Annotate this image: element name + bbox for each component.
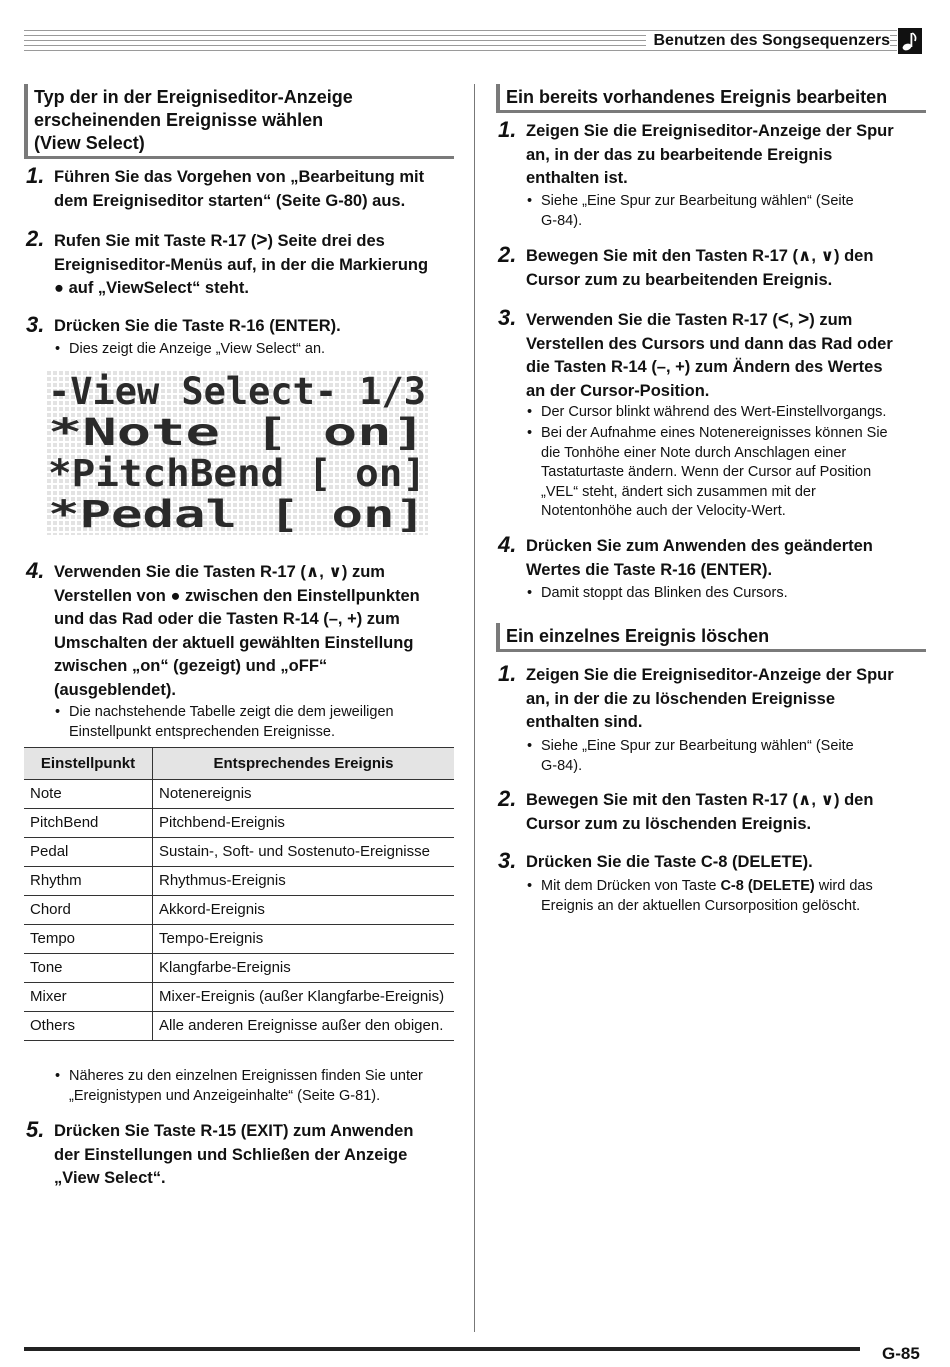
table-header-row [24, 748, 454, 780]
header-title: Benutzen des Songsequenzers [646, 32, 891, 50]
step-text: auf „ViewSelect“ steht. [68, 279, 249, 297]
note-bullet: • Damit stoppt das Blinken des Cursors. [541, 584, 926, 604]
table-row [24, 809, 454, 838]
step-text: , [811, 791, 817, 809]
step-text: die Tasten R-14 (–, +) zum Ändern des Wertes [526, 358, 883, 376]
step-text: Drücken Sie die Taste R-16 (ENTER). [54, 317, 341, 335]
step-text: Zeigen Sie die Ereigniseditor-Anzeige der Spur [526, 666, 894, 684]
bullet-line: • Näheres zu den einzelnen Ereignissen finden Sie unter [69, 1068, 423, 1084]
table-row [24, 925, 454, 954]
step-text: an der Cursor-Position. [526, 381, 710, 400]
table-cell: Tone [24, 954, 153, 983]
step-number: 4. [498, 532, 517, 557]
bullet-line: „VEL“ steht, ändert sich zusammen mit der [541, 483, 816, 500]
step-text: an, in der die zu löschenden Ereignisse [526, 689, 835, 708]
bullet-key-name: C-8 (DELETE) [720, 878, 815, 894]
table-row [24, 867, 454, 896]
note-bullet [541, 877, 926, 916]
filled-circle-icon: ● [54, 279, 64, 297]
step-text: Cursor zum zu löschenden Ereignis. [526, 814, 812, 833]
step-text: ) Seite drei des [267, 232, 385, 250]
step-text: zwischen den Einstellpunkten [185, 586, 420, 605]
step-1 [26, 163, 456, 216]
up-chevron-icon: ∧ [305, 563, 320, 581]
step-text: Ereigniseditor-Menüs auf, in der die Markierung [54, 255, 429, 274]
note-bullet [541, 424, 936, 522]
bullet-line: • Siehe „Eine Spur zur Bearbeitung wählen“ (Seite [541, 738, 854, 754]
step-text: ) den [834, 247, 874, 265]
table-row [24, 954, 454, 983]
step-number: 3. [26, 312, 45, 337]
table-cell: Pedal [24, 838, 153, 867]
step-text: (ausgeblendet). [54, 680, 176, 699]
table-cell: PitchBend [24, 809, 153, 838]
bullet-line: die Tonhöhe einer Note durch Anschlagen einer [541, 444, 847, 461]
step-4 [498, 532, 928, 585]
step-text: und das Rad oder die Tasten R-14 (–, +) zum [54, 610, 400, 628]
step-number: 3. [498, 848, 517, 873]
table-cell: Pitchbend-Ereignis [153, 809, 455, 838]
step-3 [498, 848, 928, 877]
step-text: der Einstellungen und Schließen der Anzeige [54, 1145, 408, 1164]
bullet-line: • Die nachstehende Tabelle zeigt die dem jeweiligen [69, 704, 394, 720]
step-4 [26, 558, 456, 706]
note-bullet: • Der Cursor blinkt während des Wert-Einstellvorgangs. [541, 403, 936, 423]
table-row [24, 1012, 454, 1041]
lcd-row: *Note [ on] [48, 411, 426, 454]
table-cell: Akkord-Ereignis [153, 896, 455, 925]
up-chevron-icon: ∧ [798, 791, 812, 809]
bullet-line: „Ereignistypen und Anzeigeinhalte“ (Seite G-81). [69, 1087, 381, 1104]
step-text: dem Ereigniseditor starten“ (Seite G-80) aus. [54, 191, 406, 210]
step-text: Verstellen des Cursors und dann das Rad oder [526, 334, 893, 353]
step-text: Cursor zum zu bearbeitenden Ereignis. [526, 270, 833, 289]
section-heading-view-select [24, 84, 454, 159]
table-cell: Rhythmus-Ereignis [153, 867, 455, 896]
filled-circle-icon: ● [170, 586, 181, 605]
bullet-line: • Bei der Aufnahme eines Notenereignisses können Sie [541, 425, 888, 441]
note-bullet: • Dies zeigt die Anzeige „View Select“ an. [69, 340, 449, 360]
step-number: 2. [498, 786, 517, 811]
bullet-line: • Siehe „Eine Spur zur Bearbeitung wählen“ (Seite [541, 193, 854, 209]
note-bullet [541, 737, 926, 776]
lcd-text-layer [48, 370, 426, 535]
step-text: ) zum [341, 563, 385, 581]
step-number: 1. [498, 117, 517, 142]
step-text: Bewegen Sie mit den Tasten R-17 ( [526, 247, 799, 265]
table-row [24, 983, 454, 1012]
table-cell: Mixer-Ereignis (außer Klangfarbe-Ereignis) [153, 983, 455, 1012]
table-cell: Mixer [24, 983, 153, 1012]
step-2 [498, 242, 928, 295]
note-bullet [541, 192, 926, 231]
step-text: Bewegen Sie mit den Tasten R-17 ( [526, 791, 799, 809]
step-text: Rufen Sie mit Taste R-17 ( [54, 232, 257, 250]
table-cell: Rhythm [24, 867, 153, 896]
table-header-cell: Einstellpunkt [24, 748, 153, 780]
down-chevron-icon: ∨ [328, 563, 342, 581]
right-arrow-icon: > [798, 309, 810, 330]
step-number: 2. [498, 242, 517, 267]
step-number: 1. [26, 163, 45, 188]
step-text: enthalten ist. [526, 169, 628, 187]
step-1 [498, 117, 928, 195]
down-chevron-icon: ∨ [820, 791, 835, 809]
step-number: 3. [498, 305, 517, 330]
heading-line: Typ der in der Ereigniseditor-Anzeige [34, 87, 353, 107]
step-text: Verwenden Sie die Tasten R-17 ( [54, 563, 306, 581]
step-text: Umschalten der aktuell gewählten Einstellung [54, 633, 414, 652]
table-cell: Chord [24, 896, 153, 925]
bullet-line: G-84). [541, 757, 583, 774]
right-arrow-icon: > [256, 230, 268, 251]
note-bullet [69, 1067, 454, 1106]
heading-line: erscheinenden Ereignisse wählen [34, 110, 324, 130]
bullet-line: Notentonhöhe auch der Velocity-Wert. [541, 503, 786, 519]
left-arrow-icon: < [777, 309, 789, 330]
step-number: 1. [498, 661, 517, 686]
lcd-row: *Pedal [ on] [48, 493, 426, 535]
lcd-view-select-display [46, 370, 428, 535]
table-cell: Klangfarbe-Ereignis [153, 954, 455, 983]
step-text: an, in der das zu bearbeitende Ereignis [526, 145, 833, 164]
bullet-line: Tastaturtaste ändern. Wenn der Cursor auf Position [541, 464, 872, 480]
table-cell: Alle anderen Ereignisse außer den obigen. [153, 1012, 455, 1041]
footer-rule [24, 1347, 860, 1351]
event-table [24, 747, 454, 1041]
step-text: „View Select“. [54, 1169, 166, 1187]
bullet-text: wird das [814, 878, 873, 894]
step-5 [26, 1117, 456, 1195]
bullet-line: G-84). [541, 212, 583, 229]
music-note-icon [898, 28, 922, 54]
lcd-row: *PitchBend [ on] [48, 452, 426, 495]
bullet-line: Einstellpunkt entsprechenden Ereignisse. [69, 723, 335, 740]
table-row [24, 896, 454, 925]
table-cell: Tempo [24, 925, 153, 954]
step-number: 4. [26, 558, 45, 583]
step-2 [498, 786, 928, 839]
step-2 [26, 226, 456, 304]
step-text: Drücken Sie Taste R-15 (EXIT) zum Anwenden [54, 1122, 414, 1140]
table-row [24, 780, 454, 809]
table-cell: Note [24, 780, 153, 809]
note-bullet [69, 703, 454, 742]
table-header-cell: Entsprechendes Ereignis [153, 748, 455, 780]
step-text: Drücken Sie zum Anwenden des geänderten [526, 537, 873, 555]
step-text: Verwenden Sie die Tasten R-17 ( [526, 311, 778, 329]
bullet-text: Mit dem Drücken von Taste [541, 878, 721, 894]
table-cell: Sustain-, Soft- und Sostenuto-Ereignisse [153, 838, 455, 867]
heading-line: Ein bereits vorhandenes Ereignis bearbeiten [506, 87, 888, 107]
bullet-line: Ereignis an der aktuellen Cursorposition gelöscht. [541, 897, 861, 914]
step-text: ) den [834, 791, 874, 809]
step-1 [498, 661, 928, 739]
heading-line: (View Select) [34, 133, 145, 153]
step-text: zwischen „on“ (gezeigt) und „oFF“ [54, 657, 328, 675]
section-heading-delete-event [496, 623, 926, 652]
section-heading-edit-event [496, 84, 926, 113]
page-number: G-85 [882, 1344, 920, 1363]
step-text: Verstellen von [54, 586, 166, 605]
step-text: enthalten sind. [526, 713, 643, 731]
table-cell: Others [24, 1012, 153, 1041]
step-text: , [811, 247, 817, 265]
lcd-row: -View Select- 1/3 [48, 370, 426, 413]
step-text: ) zum [809, 311, 853, 329]
down-chevron-icon: ∨ [820, 247, 835, 265]
step-number: 2. [26, 226, 45, 251]
table-cell: Tempo-Ereignis [153, 925, 455, 954]
step-3 [498, 305, 928, 408]
step-text: , [788, 311, 794, 329]
step-text: Wertes die Taste R-16 (ENTER). [526, 560, 773, 579]
step-text: Drücken Sie die Taste C-8 (DELETE). [526, 853, 813, 871]
table-row [24, 838, 454, 867]
step-text: , [319, 563, 324, 581]
step-text: Führen Sie das Vorgehen von „Bearbeitung mit [54, 168, 425, 186]
heading-line: Ein einzelnes Ereignis löschen [506, 626, 770, 646]
up-chevron-icon: ∧ [798, 247, 812, 265]
step-text: Zeigen Sie die Ereigniseditor-Anzeige der Spur [526, 122, 894, 140]
step-number: 5. [26, 1117, 45, 1142]
column-divider [474, 84, 475, 1332]
table-cell: Notenereignis [153, 780, 455, 809]
